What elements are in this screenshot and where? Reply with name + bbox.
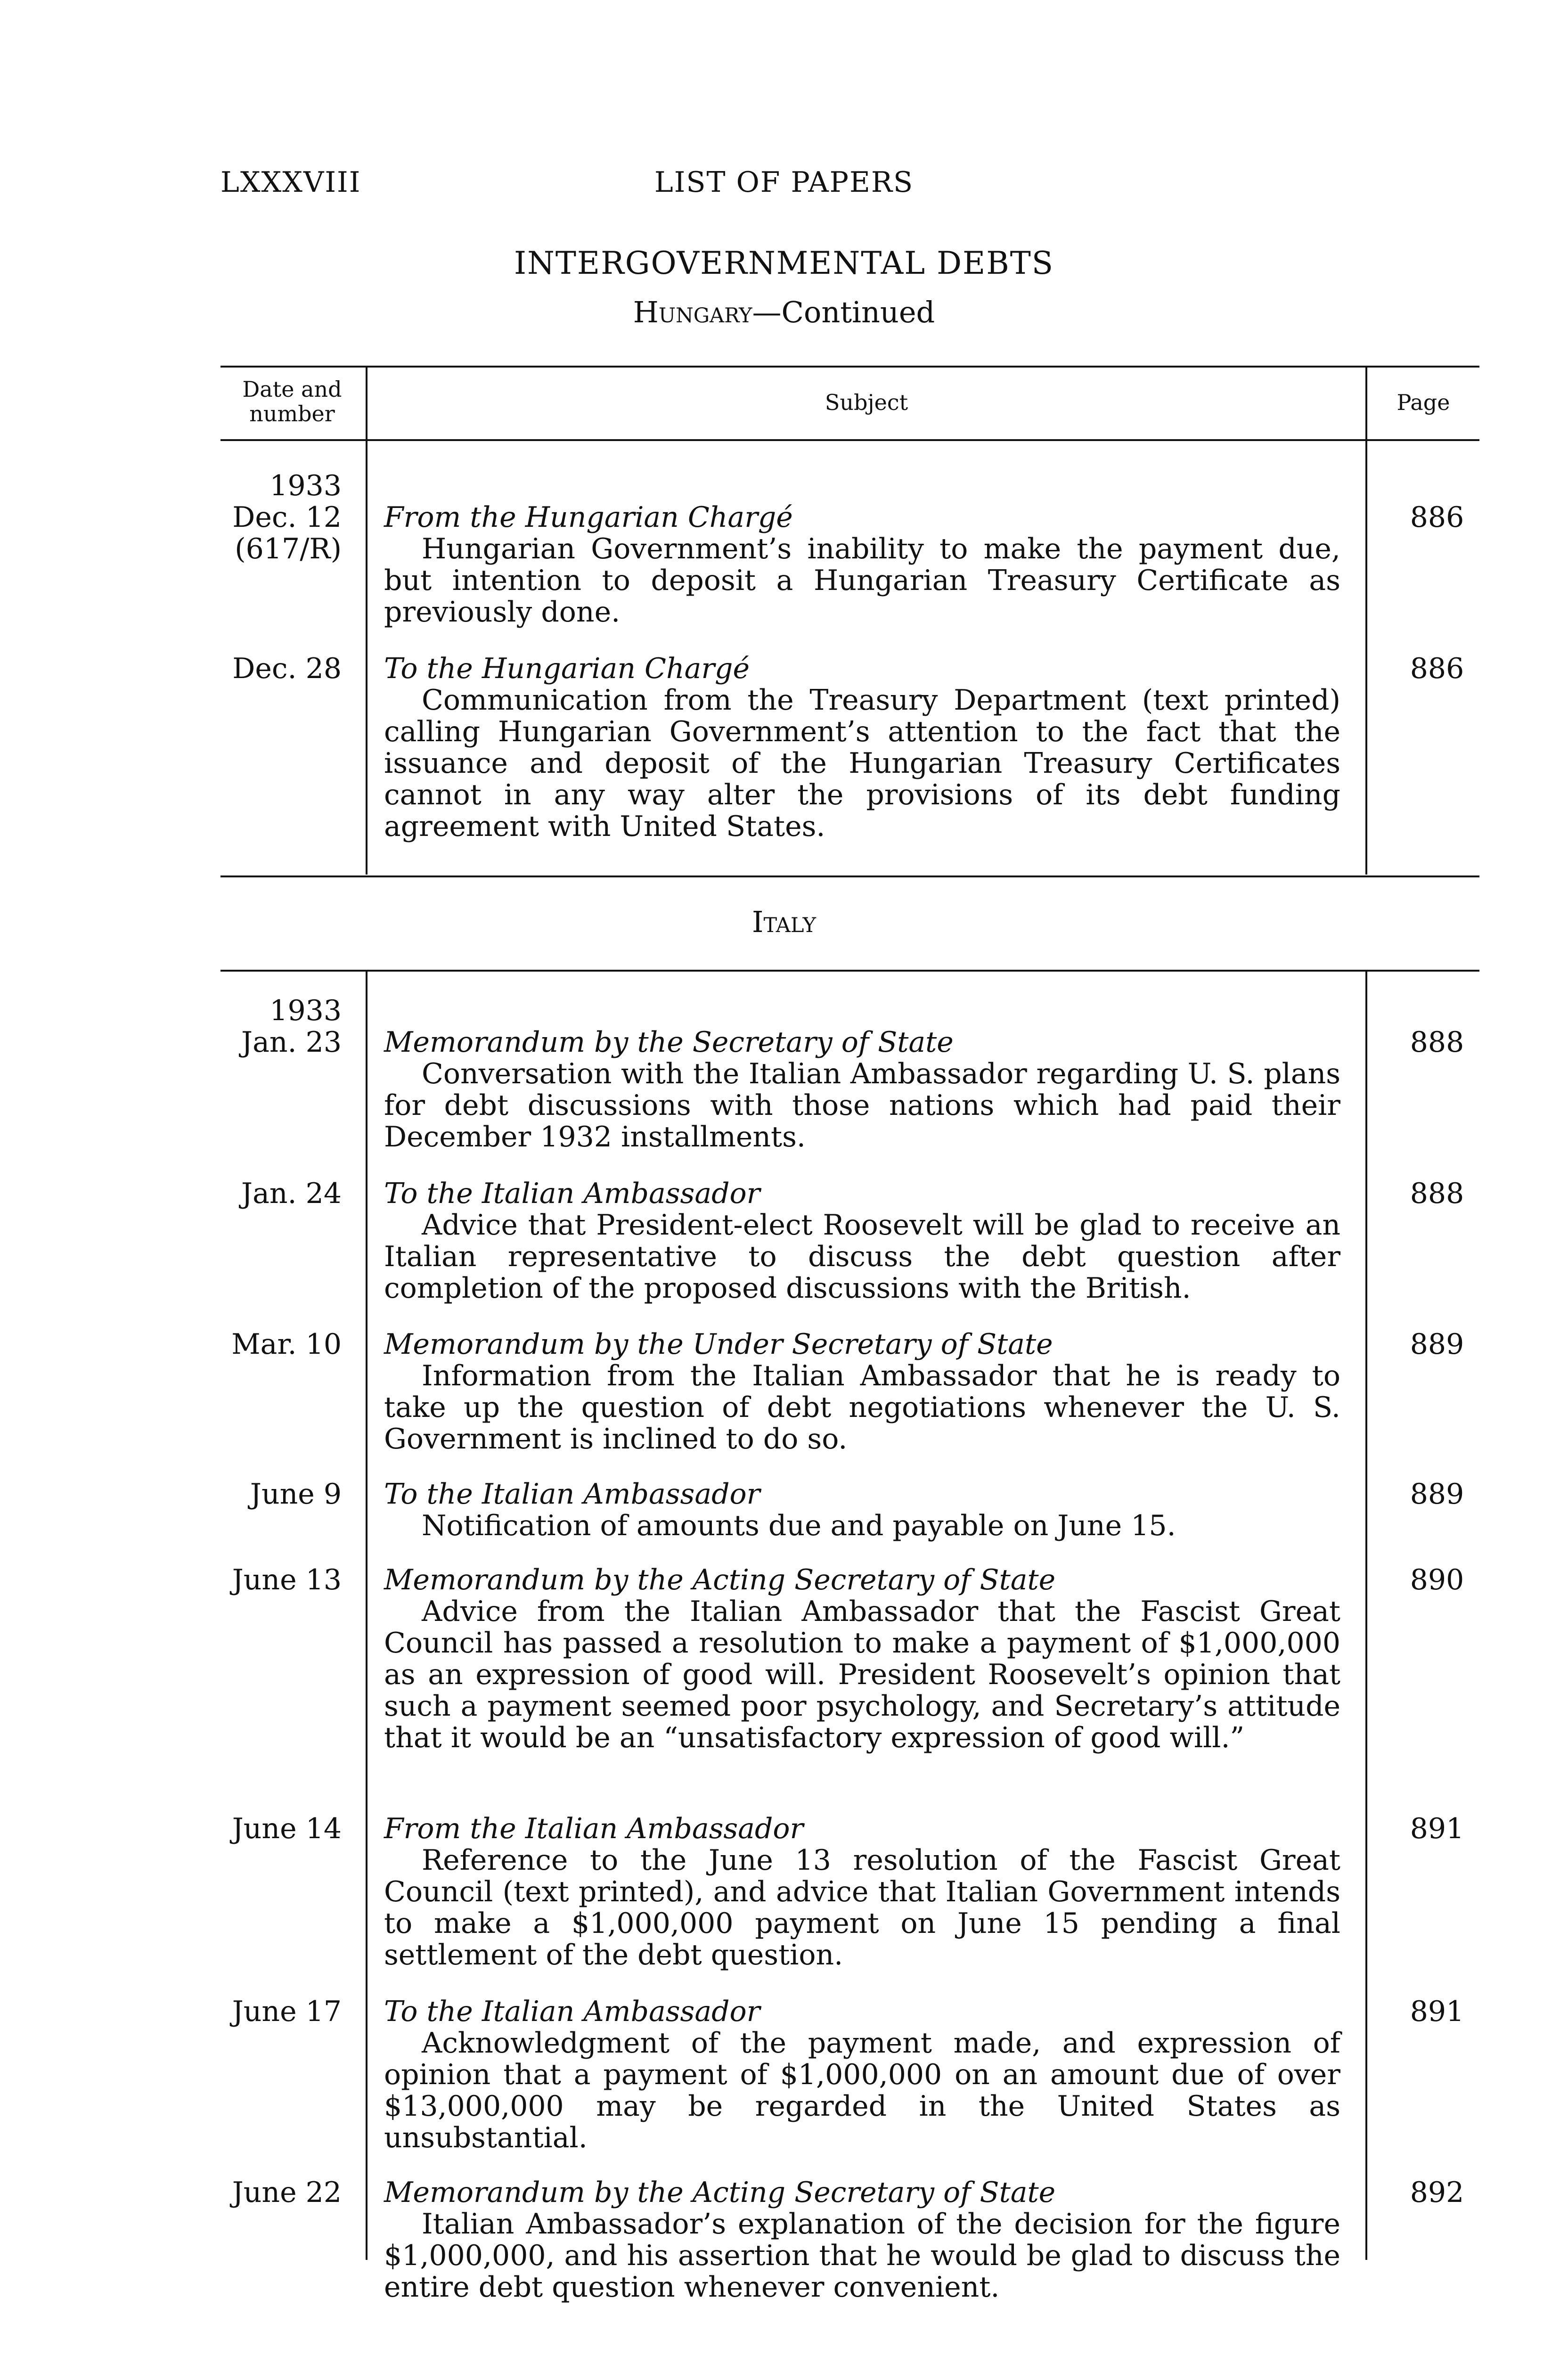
entry-page: 892 xyxy=(1410,2176,1464,2209)
entry-date xyxy=(207,1178,342,1210)
entry-date xyxy=(207,1813,342,1845)
entry-page: 886 xyxy=(1410,652,1464,685)
entry-document-title: Memorandum by the Acting Secretary of State xyxy=(384,1563,1056,1596)
country-name: Hungary xyxy=(633,295,752,329)
entry-summary: Acknowledgment of the payment made, and expression of opinion that a payment of $1,000,000 on an amount due of over $13,000,000 may be regarded in the United States as unsubstantial. xyxy=(384,2027,1340,2154)
date-line: June 14 xyxy=(232,1812,342,1845)
entry-summary: Advice from the Italian Ambassador that the Fascist Great Council has passed a resolution to make a payment of $1,000,000 as an expression of good will. President Roosevelt’s opinion that such a payment seemed poor psychology, and Secretary’s attitude that it would be an “unsatisfactory expression of good will.” xyxy=(384,1595,1340,1754)
date-line: Jan. 24 xyxy=(241,1177,342,1210)
entry-date xyxy=(207,653,342,685)
column-rule-right xyxy=(1365,366,1367,875)
italy-column-rule-left xyxy=(366,970,368,2260)
entry-page: 891 xyxy=(1410,1812,1464,1845)
date-line: Dec. 12 xyxy=(232,501,342,534)
entry-date xyxy=(207,2177,342,2209)
date-line: June 9 xyxy=(250,1478,342,1511)
entry-document-title: Memorandum by the Under Secretary of State xyxy=(384,1328,1053,1361)
entry-body xyxy=(384,1027,1340,1153)
entry-document-title: To the Italian Ambassador xyxy=(384,1478,760,1511)
date-line: June 17 xyxy=(232,1995,342,2028)
entry-document-title: From the Italian Ambassador xyxy=(384,1812,804,1845)
entry-summary: Hungarian Government’s inability to make the payment due, but intention to deposit a Hungarian Treasury Certificate as previously done. xyxy=(384,532,1340,629)
section-title: INTERGOVERNMENTAL DEBTS xyxy=(514,245,1054,281)
entry-body xyxy=(384,1813,1340,1971)
entry-body xyxy=(384,1178,1340,1304)
entry-summary: Information from the Italian Ambassador that he is ready to take up the question of debt negotiations whenever the U. S. Government is inclined to do so. xyxy=(384,1359,1340,1456)
running-title: LIST OF PAPERS xyxy=(654,166,914,199)
date-line: 1933 xyxy=(270,469,342,502)
entry-body xyxy=(384,502,1340,628)
entry-page: 889 xyxy=(1410,1328,1464,1361)
date-line: 1933 xyxy=(270,994,342,1027)
entry-page: 890 xyxy=(1410,1563,1464,1596)
entry-document-title: Memorandum by the Acting Secretary of State xyxy=(384,2176,1056,2209)
entry-date xyxy=(207,1996,342,2028)
entry-body xyxy=(384,1564,1340,1754)
entry-page: 891 xyxy=(1410,1995,1464,2028)
column-header-date: Date and number xyxy=(242,376,342,426)
entry-document-title: From the Hungarian Chargé xyxy=(384,501,793,534)
entry-date xyxy=(207,1479,342,1510)
entry-document-title: To the Italian Ambassador xyxy=(384,1995,760,2028)
country-heading-italy: Italy xyxy=(751,905,817,939)
column-header-subject: Subject xyxy=(825,390,908,415)
entry-body xyxy=(384,1479,1340,1542)
entry-page: 886 xyxy=(1410,501,1464,534)
column-header-page: Page xyxy=(1396,390,1450,415)
entry-body xyxy=(384,653,1340,843)
entry-document-title: Memorandum by the Secretary of State xyxy=(384,1026,954,1059)
entry-page: 888 xyxy=(1410,1026,1464,1059)
entry-summary: Conversation with the Italian Ambassador regarding U. S. plans for debt discussions with those nations which had paid their December 1932 installments. xyxy=(384,1057,1340,1153)
page-folio: LXXXVIII xyxy=(220,166,361,199)
date-line: Jan. 23 xyxy=(241,1026,342,1059)
entry-body xyxy=(384,2177,1340,2303)
entry-page: 888 xyxy=(1410,1177,1464,1210)
date-line: (617/R) xyxy=(235,532,342,565)
entry-summary: Italian Ambassador’s explanation of the decision for the figure $1,000,000, and his assertion that he would be glad to discuss the entire debt question whenever convenient. xyxy=(384,2208,1340,2304)
entry-summary: Reference to the June 13 resolution of the Fascist Great Council (text printed), and advice that Italian Government intends to make a $1,000,000 payment on June 15 pending a final settlement of the debt question. xyxy=(384,1844,1340,1972)
entry-body xyxy=(384,1996,1340,2154)
country-continued: —Continued xyxy=(752,295,935,329)
date-line: Mar. 10 xyxy=(231,1328,342,1361)
date-line: June 22 xyxy=(232,2176,342,2209)
entry-summary: Notification of amounts due and payable on June 15. xyxy=(422,1509,1176,1542)
date-line: Dec. 28 xyxy=(232,652,342,685)
entry-document-title: To the Hungarian Chargé xyxy=(384,652,750,685)
entry-date xyxy=(207,995,342,1058)
section-divider-rule xyxy=(220,875,1479,877)
entry-summary: Communication from the Treasury Department (text printed) calling Hungarian Government’s attention to the fact that the issuance and deposit of the Hungarian Treasury Certificates cannot in any way alter the provisions of its debt funding agreement with United States. xyxy=(384,684,1340,843)
country-heading-hungary xyxy=(0,295,1568,329)
entry-body xyxy=(384,1329,1340,1455)
entry-date xyxy=(207,1329,342,1360)
italy-top-rule xyxy=(220,970,1479,972)
table-top-rule xyxy=(220,366,1479,368)
header-bottom-rule xyxy=(220,439,1479,441)
column-rule-left xyxy=(366,366,368,875)
date-line: June 13 xyxy=(232,1563,342,1596)
italy-column-rule-right xyxy=(1365,970,1367,2260)
entry-summary: Advice that President-elect Roosevelt will be glad to receive an Italian representative to discuss the debt question after completion of the proposed discussions with the British. xyxy=(384,1209,1340,1305)
entry-date xyxy=(207,470,342,565)
entry-date xyxy=(207,1564,342,1596)
entry-document-title: To the Italian Ambassador xyxy=(384,1177,760,1210)
entry-page: 889 xyxy=(1410,1478,1464,1511)
